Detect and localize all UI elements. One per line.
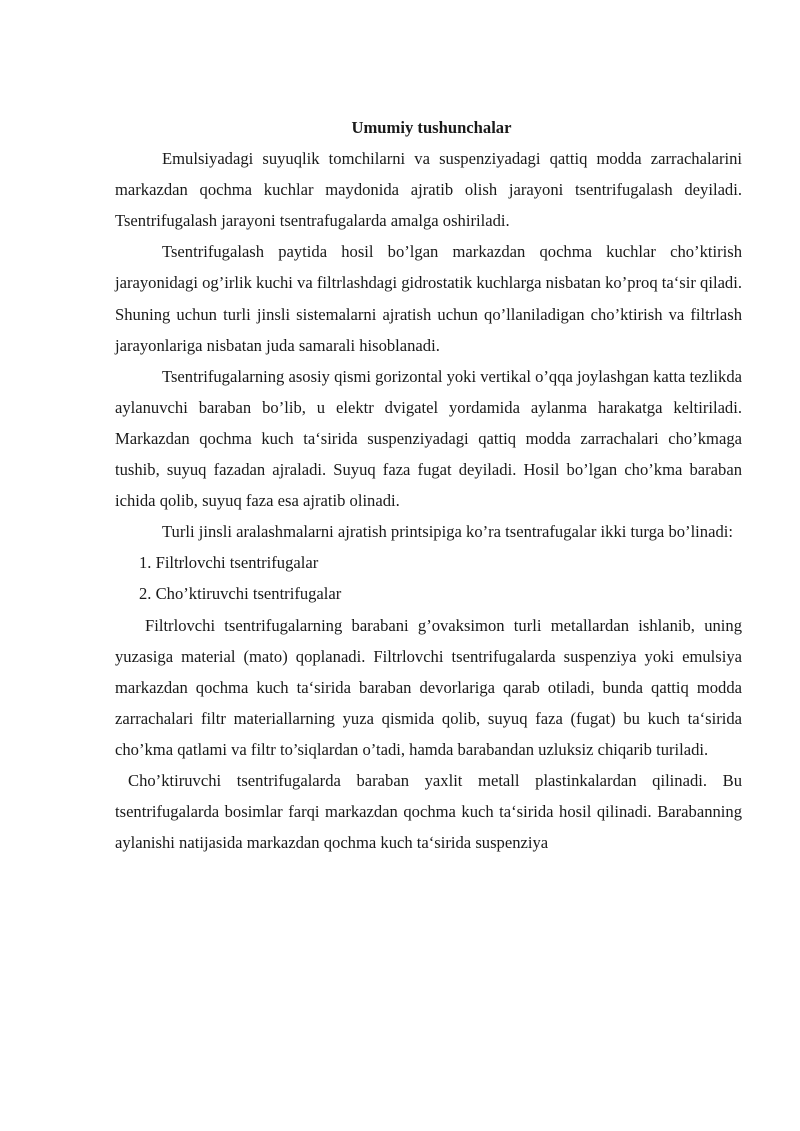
paragraph-definition: Emulsiyadagi suyuqlik tomchilarni va suspenziyadagi qattiq modda zarrachalarini markazdan qochma kuchlar maydonida ajratib olish jarayoni tsentrifugalash deyiladi. Tsentrifugalash jarayoni tsentrafugalarda amalga oshiriladi. xyxy=(115,149,742,231)
list-item: 2. Cho’ktiruvchi tsentrifugalar xyxy=(139,584,342,604)
paragraph-structure: Tsentrifugalarning asosiy qismi gorizontal yoki vertikal o’qqa joylashgan katta tezlikda aylanuvchi baraban bo’lib, u elektr dvigatel yordamida aylanma harakatga keltiriladi. Markazdan qochma kuch ta‘sirida suspenziyadagi qattiq modda zarrachalari cho’kmaga tushib, suyuq fazadan ajraladi. Suyuq faza fugat deyiladi. Hosil bo’lgan cho’kma baraban ichida qolib, suyuq faza esa ajratib olinadi. xyxy=(115,366,742,511)
paragraph-types-intro: Turli jinsli aralashmalarni ajratish printsipiga ko’ra tsentrafugalar ikki turga bo’linadi: xyxy=(162,522,733,542)
document-page xyxy=(115,112,742,858)
list-item: 1. Filtrlovchi tsentrifugalar xyxy=(139,553,319,573)
paragraph-filtering: Filtrlovchi tsentrifugalarning barabani g’ovaksimon turli metallardan ishlanib, uning yuzasiga material (mato) qoplanadi. Filtrlovchi tsentrifugalarda suspenziya yoki emulsiya markazdan qochma kuch ta‘sirida baraban devorlariga qarab otiladi, bunda qattiq modda zarrachalari filtr materiallarning yuza qismida qolib, suyuq faza (fugat) bu kuch ta‘sirida cho’kma qatlami va filtr to’siqlardan o’tadi, hamda barabandan uzluksiz chiqarib turiladi. xyxy=(115,615,742,759)
paragraph-forces: Tsentrifugalash paytida hosil bo’lgan markazdan qochma kuchlar cho’ktirish jarayonidagi og’irlik kuchi va filtrlashdagi gidrostatik kuchlarga nisbatan ko’proq ta‘sir qiladi. Shuning uchun turli jinsli sistemalarni ajratish uchun qo’llaniladigan cho’ktirish va filtrlash jarayonlariga nisbatan juda samarali hisoblanadi. xyxy=(115,242,742,355)
paragraph-settling: Cho’ktiruvchi tsentrifugalarda baraban yaxlit metall plastinkalardan qilinadi. Bu tsentrifugalarda bosimlar farqi markazdan qochma kuch ta‘sirida hosil qilinadi. Barabanning aylanishi natijasida markazdan qochma kuch ta‘sirida suspenziya xyxy=(115,770,742,853)
page-title: Umumiy tushunchalar xyxy=(351,118,512,137)
